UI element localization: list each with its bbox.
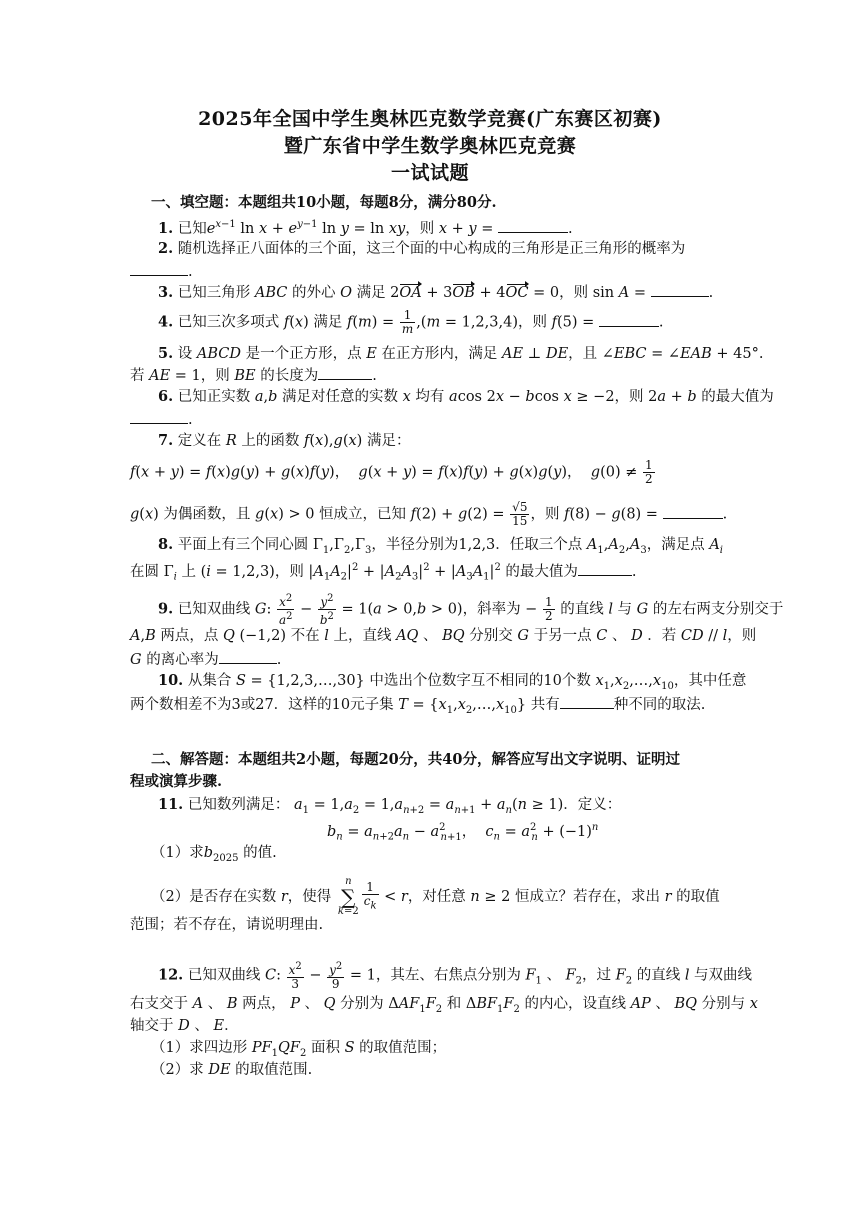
question-8: 8. 平面上有三个同心圆 $\Gamma_1,\Gamma_2,\Gamma_3$，半径分别为1,2,3．任取三个点 $A_1,A_2,A_3$，满足点 $A_i$ <box>158 536 723 556</box>
question-12: 12. 已知双曲线 C: $\frac{x^2}{3}$ − $\frac{y^2}{9}$ = 1，其左、右焦点分别为 $F_1$ 、 $F_2$，过 $F_2$ 的直线 l 与双曲线 <box>158 961 753 991</box>
question-5: 5. 设 ABCD 是一个正方形，点 E 在正方形内，满足 AE ⊥ DE，且 ∠EBC = ∠EAB + 45°. <box>158 345 764 362</box>
question-9-cont: A,B 两点，点 Q (−1,2) 不在 l 上，直线 AQ 、 BQ 分别交 G 于另一点 C 、 D ．若 CD // l，则 <box>130 628 757 644</box>
question-5-cont: 若 AE = 1，则 BE 的长度为 . <box>130 365 377 386</box>
question-11: 11. 已知数列满足： $a_1 = 1,a_2 = 1,a_{n+2} = a_{n+1} + a_n(n \ge 1)$．定义： <box>158 796 622 816</box>
question-9: 9. 已知双曲线 G: $\frac{x^2}{a^2}$ − $\frac{y^2}{b^2}$ = 1(a > 0,b > 0)，斜率为 − $\frac{1}{2}$ 的直线 l 与 G 的左右两支分别交于 <box>158 593 784 627</box>
question-10: 10. 从集合 S = {1,2,3,…,30} 中选出个位数字互不相同的10个数 $x_1,x_2,\dots,x_{10}$，其中任意 <box>158 672 747 692</box>
question-4: 4. 已知三次多项式 f(x) 满足 f(m) = $\frac{1}{m}$ ,(m = 1,2,3,4)，则 f(5) = . <box>158 308 664 336</box>
section2-heading: 二、解答题：本题组共2小题，每题20分，共40分，解答应写出文字说明、证明过 <box>151 751 680 768</box>
question-1: 1. 已知$e^{x-1}$ $\ln x + e^{y-1}$ ln y = ln xy，则 x + y = . <box>158 219 573 237</box>
title-line-1: 2025年全国中学生奥林匹克数学竞赛(广东赛区初赛) <box>198 108 662 130</box>
question-7: 7. 定义在 R 上的函数 f(x),g(x) 满足： <box>158 432 411 449</box>
question-6-cont: . <box>130 409 193 430</box>
question-10-cont: 两个数相差不为3或27．这样的10元子集 $T = \{x_1,x_2,\dots,x_{10}\}$ 共有 种不同的取法. <box>130 694 705 721</box>
question-12-cont-2: 轴交于 D 、 E． <box>130 1018 239 1034</box>
question-7-cont: g(x) 为偶函数，且 g(x) > 0 恒成立，已知 f(2) + g(2) = $\frac{√5}{15}$ ，则 f(8) − g(8) = . <box>130 500 728 528</box>
question-2: 2. 随机选择正八面体的三个面，这三个面的中心构成的三角形是正三角形的概率为 <box>158 240 686 257</box>
question-9-cont-2: G 的离心率为 . <box>130 649 281 670</box>
section2-heading-cont: 程或演算步骤. <box>130 773 223 790</box>
question-11-part-1: （1）求$b_{2025}$ 的值. <box>151 845 277 864</box>
question-6: 6. 已知正实数 a,b 满足对任意的实数 x 均有 acos 2x − bcos x ≥ −2，则 2a + b 的最大值为 <box>158 388 774 405</box>
question-12-part-1: （1）求四边形 $PF_1QF_2$ 面积 S 的取值范围； <box>151 1040 447 1059</box>
question-3: 3. 已知三角形 ABC 的外心 O 满足 2OA + 3OB + 4OC = 0，则 sin A = . <box>158 284 714 301</box>
title-line-3: 一试试题 <box>390 162 469 184</box>
question-7-equations: f(x + y) = f(x)g(y) + g(x)f(y)， g(x + y) = f(x)f(y) + g(x)g(y)， g(0) ≠ $\frac{1}{2}$ <box>130 458 653 486</box>
question-11-definition: $b_n = a_{n+2}a_n - a^2_{n+1}$， $c_n = a^2_n + (-1)^n$ <box>327 822 599 843</box>
title-line-2: 暨广东省中学生数学奥林匹克竞赛 <box>283 135 577 157</box>
question-2-cont: . <box>130 261 193 282</box>
question-12-cont: 右支交于 A 、 B 两点， P 、 Q 分别为 $\Delta AF_1F_2$ 和 $\Delta BF_1F_2$ 的内心，设直线 AP 、 BQ 分别与 x <box>130 996 758 1015</box>
question-12-part-2: （2）求 DE 的取值范围. <box>151 1062 313 1078</box>
section1-heading: 一、填空题：本题组共10小题，每题8分，满分80分. <box>151 194 497 211</box>
question-11-part-2-cont: 范围；若不存在，请说明理由. <box>130 917 324 933</box>
question-11-part-2: （2）是否存在实数 r，使得 n ∑ k=2 $\frac{1}{c_k}$ < r，对任意 n ≥ 2 恒成立？若存在，求出 r 的取值 <box>151 876 720 917</box>
question-8-cont: 在圆 $\Gamma_i$ 上 (i = 1,2,3)，则 $|A_1A_2|^2 + |A_2A_3|^2 + |A_3A_1|^2$ 的最大值为 . <box>130 562 637 583</box>
